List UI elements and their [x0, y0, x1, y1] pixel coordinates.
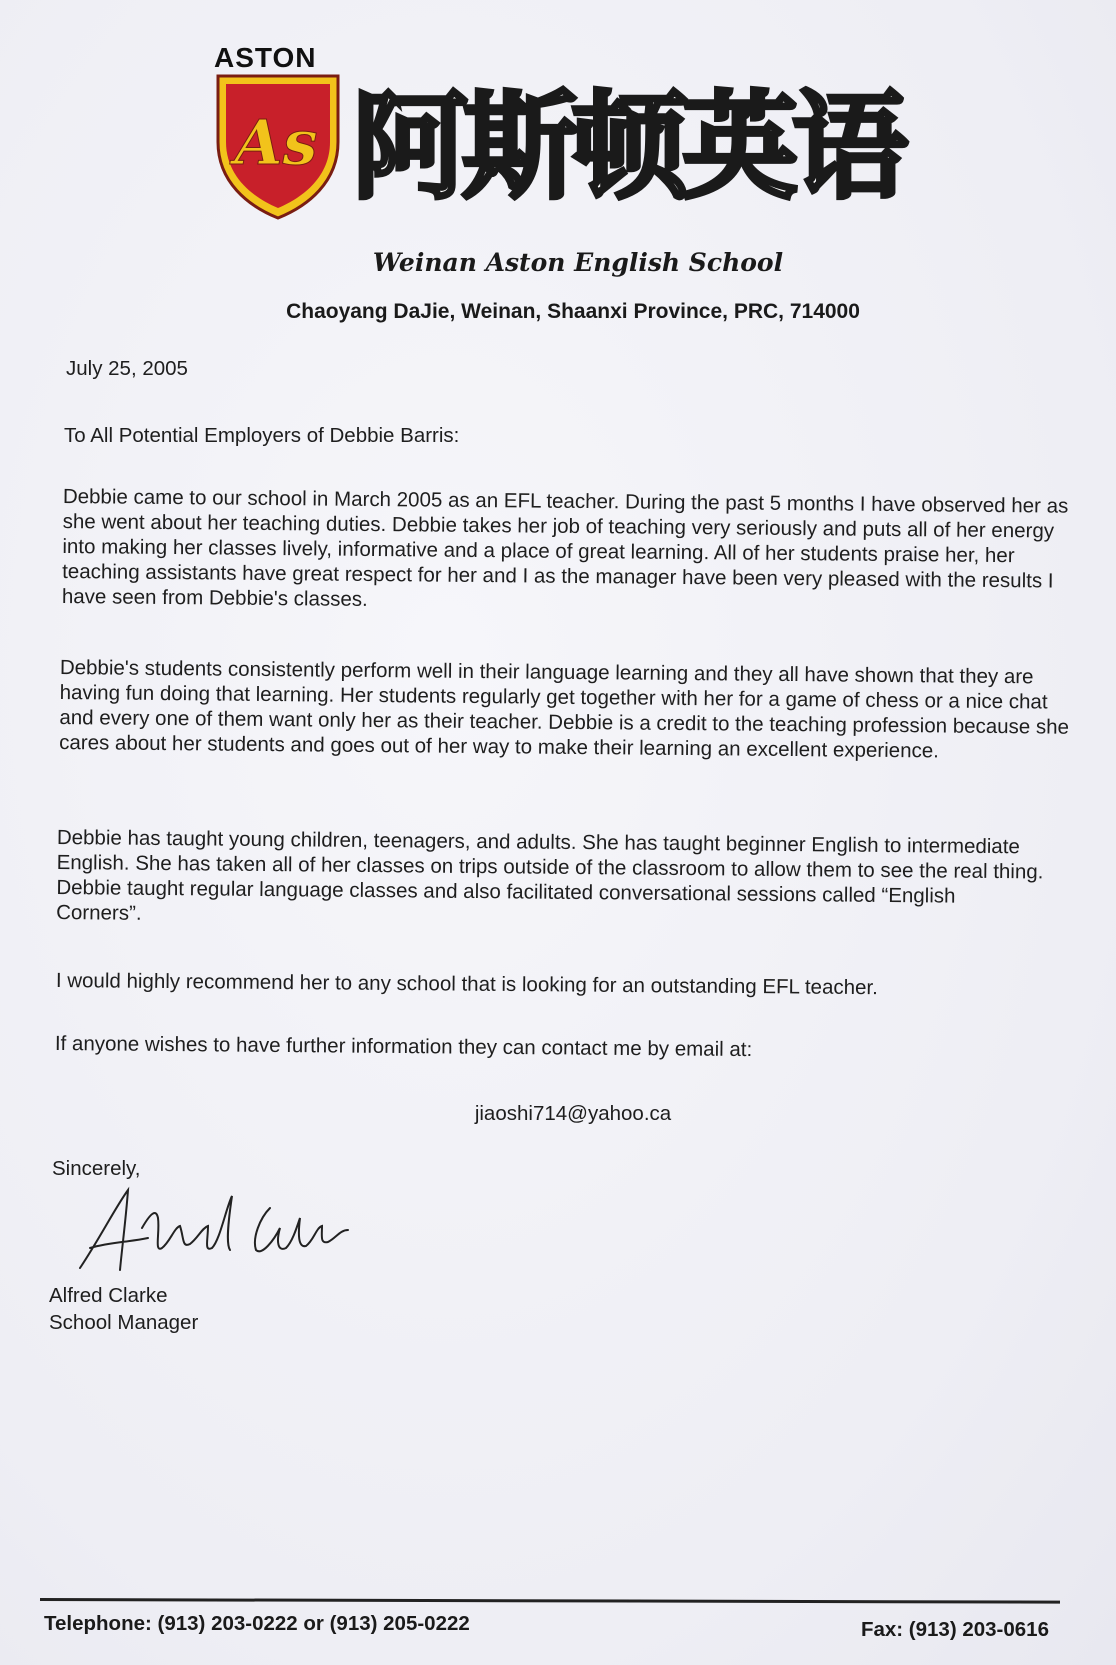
aston-wordmark: ASTON	[214, 42, 317, 73]
signer-name: Alfred Clarke	[49, 1284, 168, 1307]
footer-divider	[40, 1598, 1060, 1604]
signer-title: School Manager	[49, 1311, 199, 1334]
paragraph-2: Debbie's students consistently perform well in their language learning and they all have shown that they are having fun doing that learning. Her students regularly get together with her for a game of chess or a nice chat and every one of them want only her as their teacher. Debbie is a credit to the teaching profession because she cares about her students and goes out of her way to make their learning an excellent experience.	[59, 655, 1070, 763]
paragraph-3: Debbie has taught young children, teenagers, and adults. She has taught beginner English to intermediate English. She has taken all of her classes on trips outside of the classroom to allow them to see the real thing. Debbie taught regular language classes and also facilitated conversational sessions called “English Corners”.	[56, 825, 1044, 925]
letter-date: July 25, 2005	[66, 357, 188, 380]
handwritten-signature	[70, 1178, 370, 1278]
school-name: Weinan Aston English School	[372, 248, 784, 277]
paragraph-1: Debbie came to our school in March 2005 as an EFL teacher. During the past 5 months I have observed her as she went about her teaching duties. Debbie takes her job of teaching very seriously and puts all of her energy into making her classes lively, informative and a place of great learning. All of her students praise her, her teaching assistants have great respect for her and I as the manager have been very pleased with the results I have seen from Debbie's classes.	[61, 484, 1069, 611]
contact-email[interactable]: jiaoshi714@yahoo.ca	[474, 1102, 672, 1125]
footer-fax: Fax: (913) 203-0616	[860, 1618, 1049, 1641]
footer-telephone: Telephone: (913) 203-0222 or (913) 205-0222	[44, 1612, 470, 1635]
aston-shield-logo	[212, 72, 344, 222]
closing: Sincerely,	[52, 1157, 141, 1180]
paragraph-5: If anyone wishes to have further information they can contact me by email at:	[54, 1032, 753, 1062]
salutation: To All Potential Employers of Debbie Barris:	[64, 424, 460, 447]
school-address: Chaoyang DaJie, Weinan, Shaanxi Province, PRC, 714000	[286, 300, 860, 323]
brand-name-chinese: 阿斯顿英语	[352, 80, 902, 215]
paragraph-4: I would highly recommend her to any school that is looking for an outstanding EFL teacher.	[55, 968, 878, 1000]
shield-monogram: As	[234, 106, 318, 179]
